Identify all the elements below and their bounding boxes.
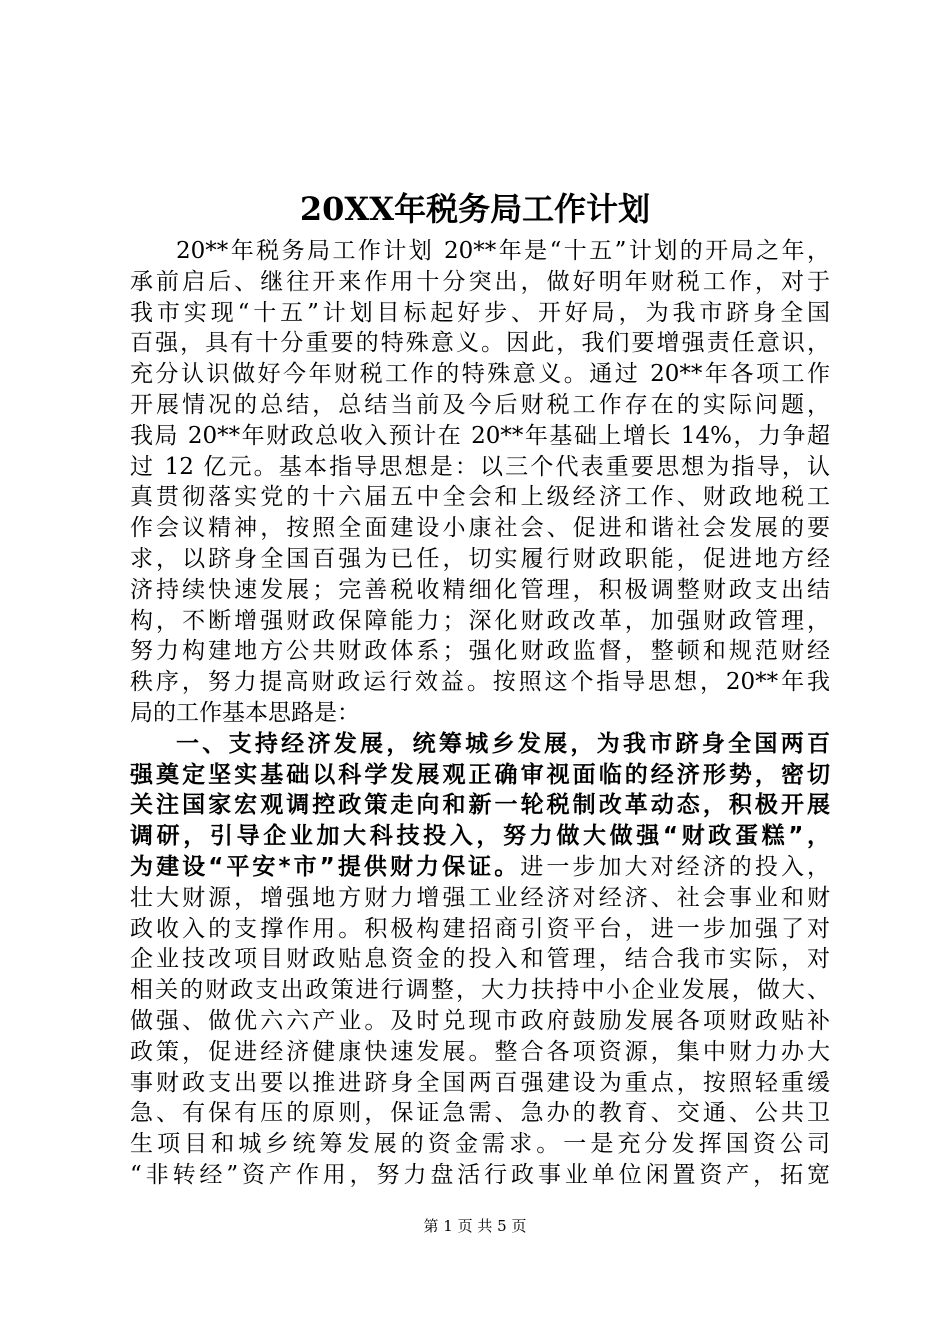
page-title: 20XX年税务局工作计划 [299, 190, 651, 228]
paragraph-line: 壮大财源，增强地方财力增强工业经济对经济、社会事业和财 [130, 884, 830, 911]
paragraph-line: 做强、做优六六产业。及时兑现市政府鼓励发展各项财政贴补 [130, 1007, 830, 1034]
paragraph-line: 承前启后、继往开来作用十分突出，做好明年财税工作，对于 [130, 268, 830, 295]
section-heading-line: 调研，引导企业加大科技投入，努力做大做强“财政蛋糕”， [130, 823, 830, 850]
paragraph-line: 急、有保有压的原则，保证急需、急办的教育、交通、公共卫 [130, 1100, 830, 1127]
paragraph-line: 政策，促进经济健康快速发展。整合各项资源，集中财力办大 [130, 1038, 830, 1065]
paragraph-line: 生项目和城乡统筹发展的资金需求。一是充分发挥国资公司 [130, 1131, 830, 1158]
paragraph-line: 政收入的支撑作用。积极构建招商引资平台，进一步加强了对 [130, 915, 830, 942]
paragraph-line: 充分认识做好今年财税工作的特殊意义。通过 20**年各项工作 [130, 361, 830, 388]
section-heading-line: 强奠定坚实基础以科学发展观正确审视面临的经济形势，密切 [130, 761, 830, 788]
paragraph-line: 努力构建地方公共财政体系；强化财政监督，整顿和规范财经 [130, 638, 830, 665]
paragraph-line: 我局 20**年财政总收入预计在 20**年基础上增长 14%，力争超 [130, 422, 830, 449]
paragraph-text: 进一步加大对经济的投入， [520, 853, 831, 880]
paragraph-line: 真贯彻落实党的十六届五中全会和上级经济工作、财政地税工 [130, 484, 830, 511]
paragraph-line: 求，以跻身全国百强为已任，切实履行财政职能，促进地方经 [130, 545, 830, 572]
paragraph-line: 秩序，努力提高财政运行效益。按照这个指导思想，20**年我 [130, 669, 830, 696]
page-number-footer: 第 1 页 共 5 页 [423, 1217, 527, 1235]
paragraph-line: 局的工作基本思路是： [130, 699, 360, 726]
paragraph-line: 作会议精神，按照全面建设小康社会、促进和谐社会发展的要 [130, 515, 830, 542]
section-heading-line: 一、支持经济发展，统筹城乡发展，为我市跻身全国两百 [176, 730, 830, 757]
document-body [130, 236, 830, 1191]
paragraph-line: 构，不断增强财政保障能力；深化财政改革，加强财政管理， [130, 607, 830, 634]
paragraph-line: 企业技改项目财政贴息资金的投入和管理，结合我市实际，对 [130, 946, 830, 973]
paragraph-line: “非转经”资产作用，努力盘活行政事业单位闲置资产，拓宽 [130, 1161, 830, 1188]
section-heading-line: 关注国家宏观调控政策走向和新一轮税制改革动态，积极开展 [130, 792, 830, 819]
paragraph-line: 济持续快速发展；完善税收精细化管理，积极调整财政支出结 [130, 576, 830, 603]
section-heading-end: 为建设“平安*市”提供财力保证。 [130, 853, 521, 880]
paragraph-line: 过 12 亿元。基本指导思想是：以三个代表重要思想为指导，认 [130, 453, 830, 480]
mixed-line [130, 852, 830, 883]
paragraph-line: 20**年税务局工作计划 20**年是“十五”计划的开局之年， [176, 238, 830, 264]
paragraph-line: 我市实现“十五”计划目标起好步、开好局，为我市跻身全国 [130, 299, 830, 326]
paragraph-line: 事财政支出要以推进跻身全国两百强建设为重点，按照轻重缓 [130, 1069, 830, 1096]
paragraph-line: 百强，具有十分重要的特殊意义。因此，我们要增强责任意识， [130, 330, 830, 357]
paragraph-line: 开展情况的总结，总结当前及今后财税工作存在的实际问题， [130, 391, 830, 418]
paragraph-line: 相关的财政支出政策进行调整，大力扶持中小企业发展，做大、 [130, 977, 830, 1004]
